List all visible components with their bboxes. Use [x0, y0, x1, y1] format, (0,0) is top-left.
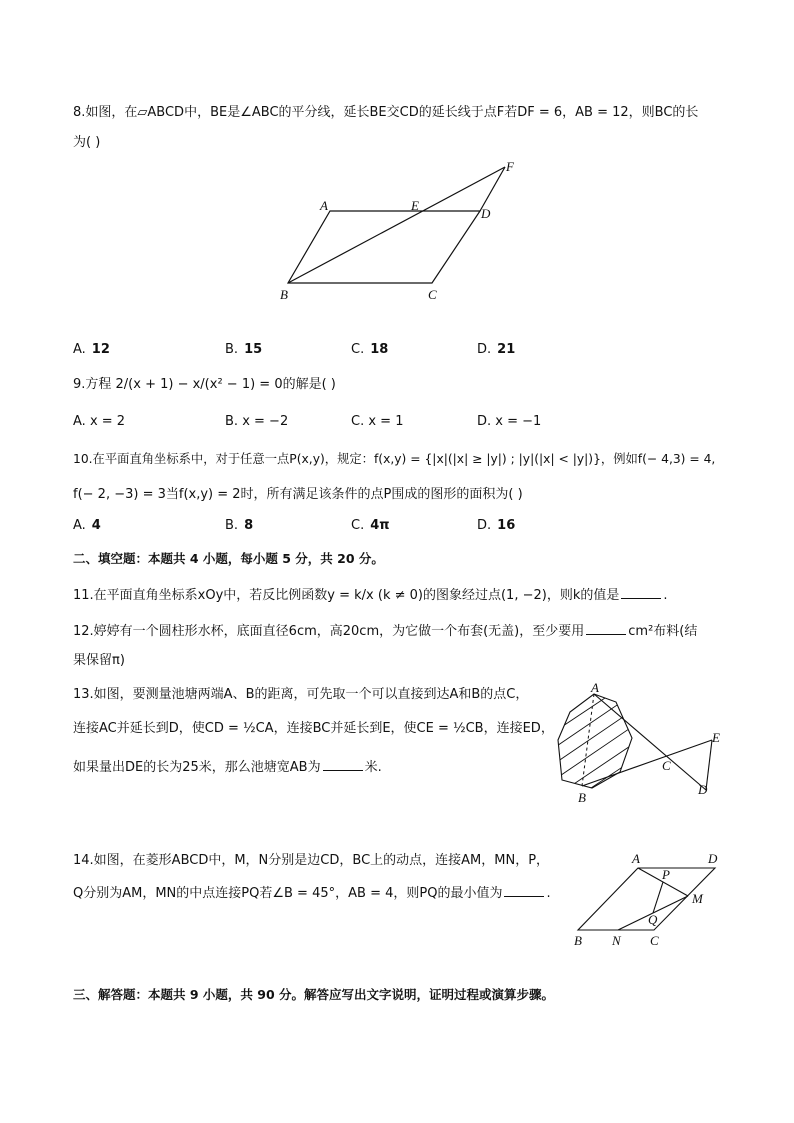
- q13-answer-blank[interactable]: [323, 758, 363, 771]
- q9-option-d[interactable]: D. x = −1: [477, 414, 542, 429]
- q10-option-b[interactable]: B. 8: [225, 518, 254, 533]
- q10-stem-line1: 10.在平面直角坐标系中，对于任意一点P(x,y)，规定：f(x,y) = {|x|(|x| ≥ |y|) ; |y|(|x| < |y|)}，例如f(− 4,3) = 4,: [73, 452, 716, 466]
- q10-option-d[interactable]: D. 16: [477, 518, 516, 533]
- q8-label-e: E: [411, 198, 419, 213]
- q14-stem-line2: Q分别为AM，MN的中点连接PQ若∠B = 45°，AB = 4，则PQ的最小值为 .: [73, 886, 551, 901]
- q10-stem-line2: f(− 2, −3) = 3当f(x,y) = 2时，所有满足该条件的点P围成的图形的面积为( ): [73, 487, 523, 502]
- q13-label-e: E: [712, 730, 720, 745]
- q8-option-a[interactable]: A. 12: [73, 342, 110, 357]
- q12-answer-blank[interactable]: [586, 622, 626, 635]
- q12-stem-line1: 12.婷婷有一个圆柱形水杯，底面直径6cm，高20cm，为它做一个布套(无盖)，至少要用 cm²布料(结: [73, 624, 698, 639]
- q14-label-p: P: [662, 867, 670, 882]
- q14-label-d: D: [708, 851, 718, 866]
- q8-option-b[interactable]: B. 15: [225, 342, 263, 357]
- q14-label-a: A: [632, 851, 640, 866]
- q8-label-a: A: [320, 198, 328, 213]
- q13-label-a: A: [591, 680, 599, 695]
- q13-stem-line1: 13.如图，要测量池塘两端A、B的距离，可先取一个可以直接到达A和B的点C，: [73, 687, 529, 702]
- q12-stem-line2: 果保留π): [73, 653, 125, 668]
- q14-answer-blank[interactable]: [504, 884, 544, 897]
- q14-label-n: N: [612, 933, 621, 948]
- q14-stem-line1: 14.如图，在菱形ABCD中，M，N分别是边CD，BC上的动点，连接AM，MN，P，: [73, 853, 550, 868]
- q13-stem-line2: 连接AC并延长到D，使CD = ½CA，连接BC并延长到E，使CE = ½CB，连接ED，: [73, 721, 554, 736]
- q14-label-b: B: [574, 933, 582, 948]
- q8-label-f: F: [506, 159, 514, 174]
- q8-option-c[interactable]: C. 18: [351, 342, 389, 357]
- q10-option-a[interactable]: A. 4: [73, 518, 101, 533]
- q13-pond-shape: [558, 694, 632, 788]
- q8-stem-line1: 8.如图，在▱ABCD中，BE是∠ABC的平分线，延长BE交CD的延长线于点F若DF = 6，AB = 12，则BC的长: [73, 105, 699, 120]
- section-3-heading: 三、解答题：本题共 9 小题，共 90 分。解答应写出文字说明，证明过程或演算步骤。: [73, 987, 555, 1002]
- q13-label-c: C: [662, 758, 671, 773]
- q9-option-b[interactable]: B. x = −2: [225, 414, 289, 429]
- q10-option-c[interactable]: C. 4π: [351, 518, 390, 533]
- q9-stem: 9.方程 2/(x + 1) − x/(x² − 1) = 0的解是( ): [73, 377, 336, 392]
- q14-rhombus-figure: [570, 848, 745, 948]
- q8-label-d: D: [481, 206, 491, 221]
- section-2-heading: 二、填空题：本题共 4 小题，每小题 5 分，共 20 分。: [73, 551, 384, 566]
- q11-stem: 11.在平面直角坐标系xOy中，若反比例函数y = k/x (k ≠ 0)的图象经过点(1, −2)，则k的值是 .: [73, 588, 668, 603]
- q13-pond-figure: [548, 680, 728, 808]
- q8-parallelogram-figure: [270, 155, 530, 305]
- q9-option-c[interactable]: C. x = 1: [351, 414, 404, 429]
- q8-stem-line2: 为( ): [73, 135, 101, 150]
- q13-stem-line3: 如果量出DE的长为25米，那么池塘宽AB为 米.: [73, 760, 382, 775]
- q8-option-d[interactable]: D. 21: [477, 342, 516, 357]
- q8-label-b: B: [280, 287, 288, 302]
- q13-label-d: D: [698, 782, 708, 797]
- q14-label-m: M: [692, 891, 703, 906]
- q13-label-b: B: [578, 790, 586, 805]
- q8-label-c: C: [428, 287, 437, 302]
- q14-label-q: Q: [648, 912, 658, 927]
- q9-option-a[interactable]: A. x = 2: [73, 414, 126, 429]
- q11-answer-blank[interactable]: [621, 586, 661, 599]
- q14-label-c: C: [650, 933, 659, 948]
